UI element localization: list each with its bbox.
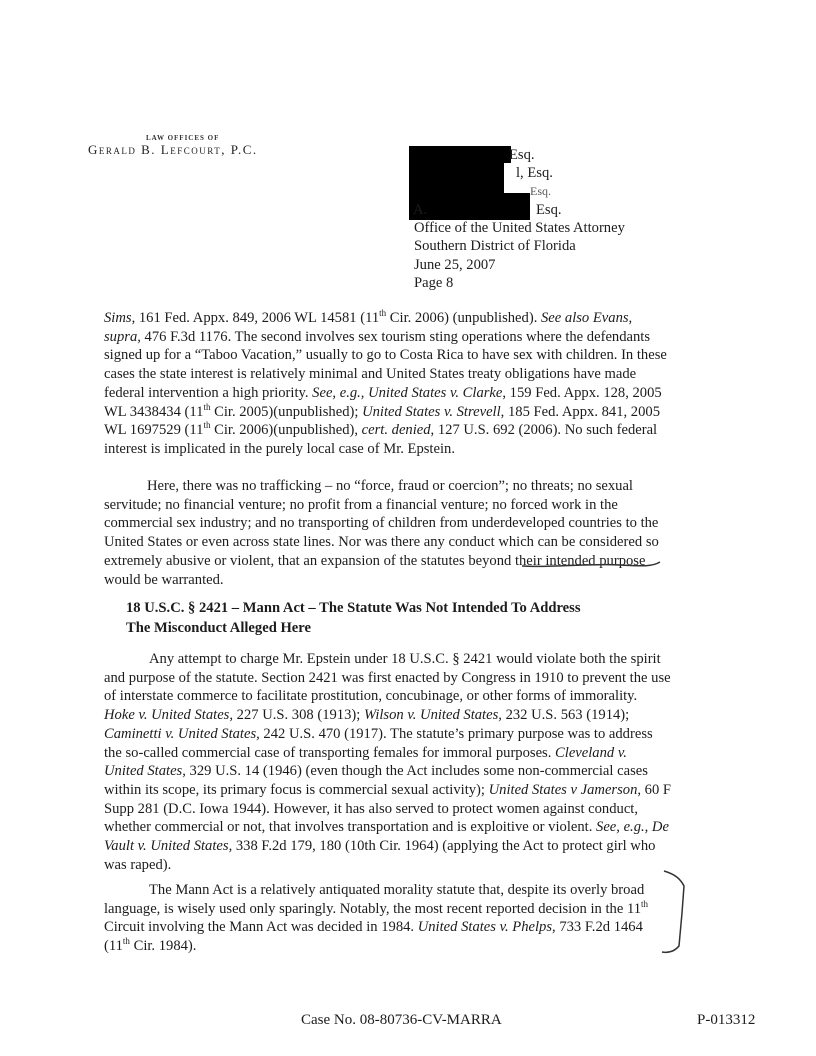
text-line: Here, there was no trafficking – no “force, fraud or coercion”; no threats; no sexual <box>147 478 633 494</box>
text-line: Any attempt to charge Mr. Epstein under 18 U.S.C. § 2421 would violate both the spirit <box>149 651 661 667</box>
text-line: federal intervention a high priority. See, e.g., United States v. Clarke, 159 Fed. Appx. 128, 2005 <box>104 384 662 401</box>
paragraph-2 <box>104 477 688 589</box>
text-line: commercial sex industry; and no transporting of children from underdeveloped countries to the <box>104 515 659 532</box>
handwritten-bracket <box>660 868 690 958</box>
text-line: WL 1697529 (11th Cir. 2006)(unpublished), cert. denied, 127 U.S. 692 (2006). No such federal <box>104 420 658 439</box>
footer-bates-number: P-013312 <box>697 1012 756 1028</box>
addressee-line-2: l, Esq. <box>516 165 553 181</box>
letterhead-small: LAW OFFICES OF <box>146 134 220 142</box>
text-line: language, is wisely used only sparingly. Notably, the most recent reported decision in the 11th <box>104 898 649 917</box>
text-line: was raped). <box>104 856 172 873</box>
text-line: of interstate commerce to facilitate prostitution, concubinage, or other forms of immorality. <box>104 688 638 705</box>
paragraph-1 <box>104 309 688 459</box>
text-line: (11th Cir. 1984). <box>104 936 197 955</box>
text-line: interest is implicated in the purely local case of Mr. Epstein. <box>104 440 455 457</box>
text-line: and purpose of the statute. Section 2421 was first enacted by Congress in 1910 to prevent the use <box>104 669 671 686</box>
footer-case-number: Case No. 08-80736-CV-MARRA <box>301 1012 502 1028</box>
text-line: within its scope, its primary focus is commercial sexual activity); United States v Jamerson, 60 F <box>104 781 672 798</box>
text-line: Circuit involving the Mann Act was decided in 1984. United States v. Phelps, 733 F.2d 1464 <box>104 919 643 936</box>
text-line: whether commercial or not, that involves transportation and is exploitive or violent. See, e.g., De <box>104 819 669 836</box>
addressee-line-1: Esq. <box>509 147 535 163</box>
text-line: United States or even across state lines. Nor was there any conduct which can be considered so <box>104 534 659 551</box>
redaction-box <box>458 193 530 220</box>
addressee-line-4a: A. <box>413 202 428 218</box>
letter-date: June 25, 2007 <box>414 257 496 273</box>
text-line: Hoke v. United States, 227 U.S. 308 (1913); Wilson v. United States, 232 U.S. 563 (1914); <box>104 707 630 724</box>
text-line: servitude; no financial venture; no profit from a financial venture; no forced work in the <box>104 496 618 513</box>
text-line: WL 3438434 (11th Cir. 2005)(unpublished); United States v. Strevell, 185 Fed. Appx. 841, 2005 <box>104 401 660 420</box>
text-line: the so-called commercial case of transporting females for immoral purposes. Cleveland v. <box>104 744 627 761</box>
addressee-district: Southern District of Florida <box>414 238 576 254</box>
paragraph-4 <box>104 881 688 956</box>
page-number: Page 8 <box>414 275 454 291</box>
addressee-office: Office of the United States Attorney <box>414 220 625 236</box>
text-line: United States, 329 U.S. 14 (1946) (even though the Act includes some non-commercial cases <box>104 763 648 780</box>
section-heading-line-1: 18 U.S.C. § 2421 – Mann Act – The Statute Was Not Intended To Address <box>126 600 581 616</box>
addressee-line-4b: Esq. <box>536 202 562 218</box>
text-line: cases the state interest is relatively minimal and United States treaty obligations have made <box>104 366 637 383</box>
paragraph-3 <box>104 650 688 874</box>
text-line: Supp 281 (D.C. Iowa 1944). However, it has also served to protect women against conduct, <box>104 800 638 817</box>
handwritten-underline <box>520 558 662 572</box>
letterhead-firm-name: Gerald B. Lefcourt, P.C. <box>88 142 258 157</box>
text-line: extremely abusive or violent, that an expansion of the statutes beyond their intended purpose <box>104 552 646 569</box>
addressee-line-3: Esq. <box>530 184 551 198</box>
section-heading-line-2: The Misconduct Alleged Here <box>126 620 311 636</box>
text-line: Vault v. United States, 338 F.2d 179, 180 (10th Cir. 1964) (applying the Act to protect girl who <box>104 838 656 855</box>
text-line: would be warranted. <box>104 571 224 588</box>
text-line: signed up for a “Taboo Vacation,” usually to go to Costa Rica to have sex with children. In these <box>104 347 667 364</box>
text-line: The Mann Act is a relatively antiquated morality statute that, despite its overly broad <box>149 882 645 898</box>
text-line: supra, 476 F.3d 1176. The second involves sex tourism sting operations where the defendants <box>104 328 651 345</box>
text-line: Caminetti v. United States, 242 U.S. 470 (1917). The statute’s primary purpose was to address <box>104 725 653 742</box>
text-line: Sims, 161 Fed. Appx. 849, 2006 WL 14581 (11th Cir. 2006) (unpublished). See also Evans, <box>104 308 633 326</box>
